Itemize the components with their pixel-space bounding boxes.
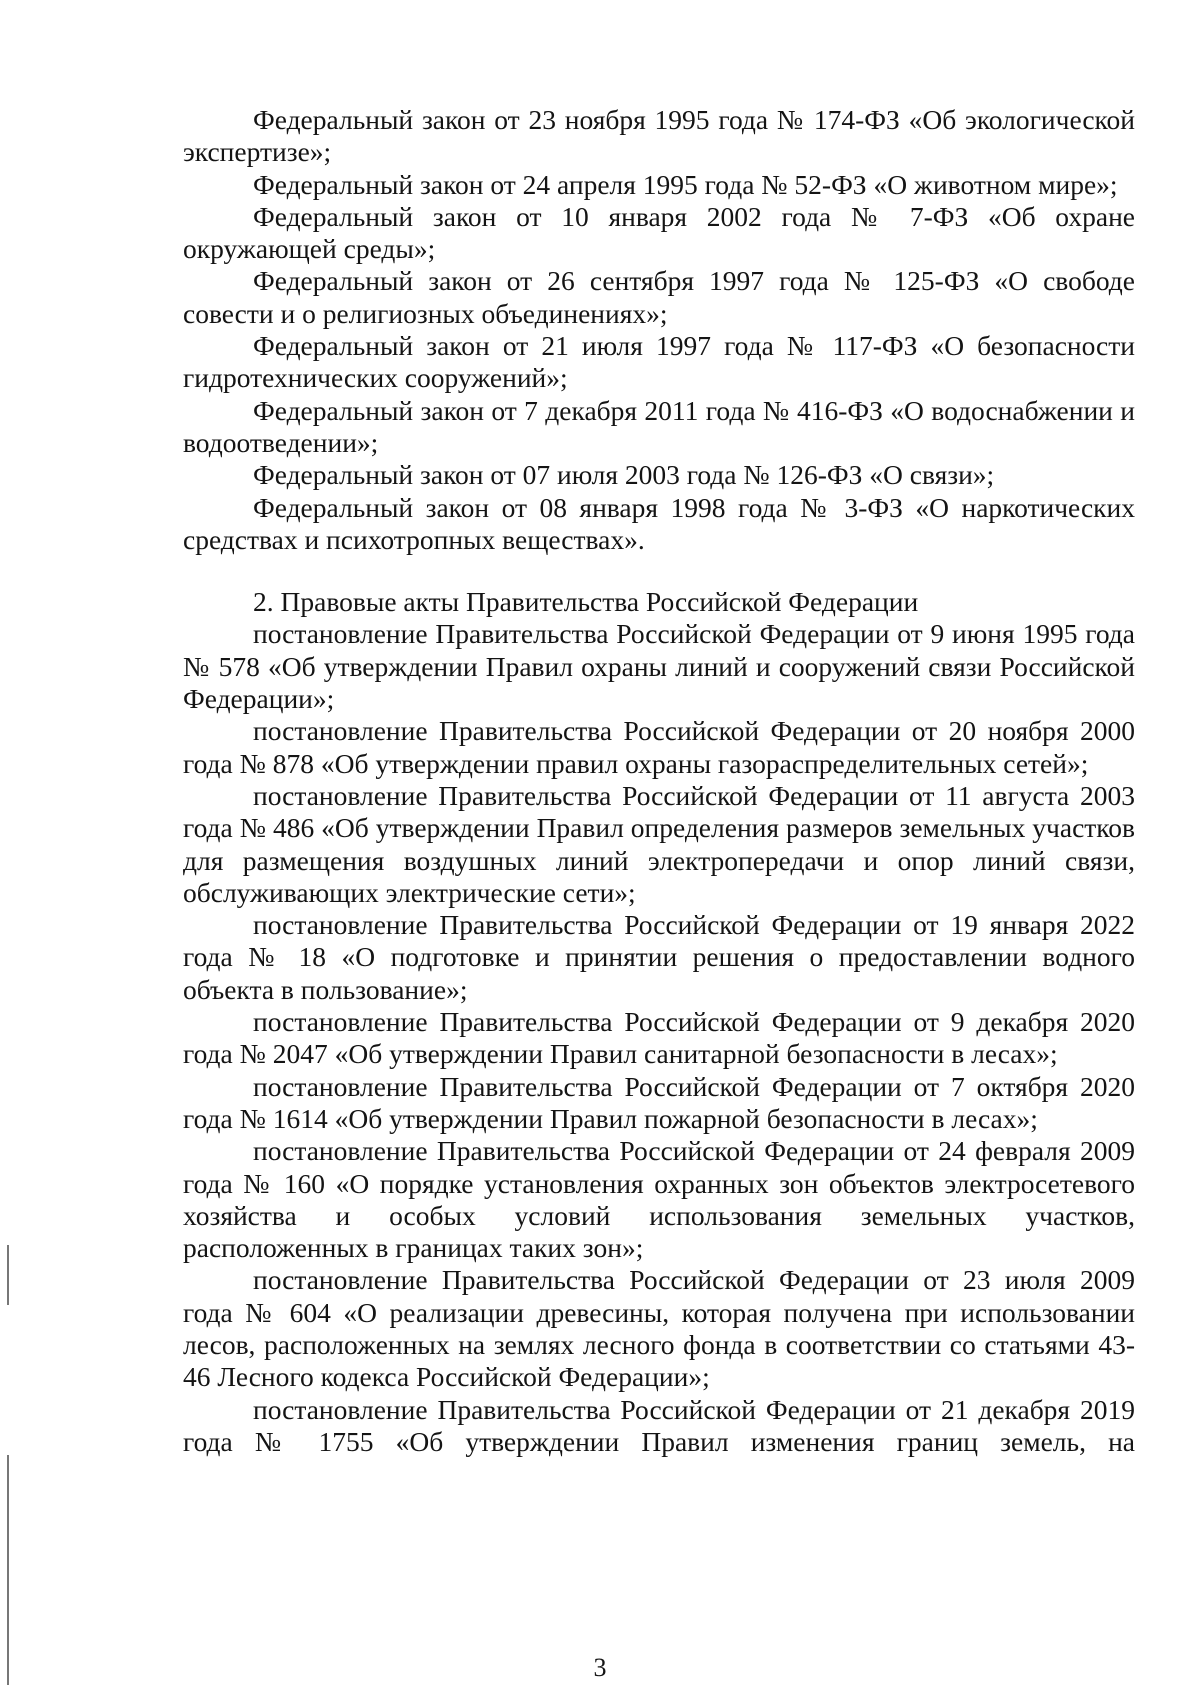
resolution-item: постановление Правительства Российской Федерации от 24 февраля 2009 года № 160 «О порядке установления охранных зон объектов электросетевого хозяйства и особых условий использования земельных участков, расположенных в границах таких зон»; [183,1135,1135,1264]
law-item: Федеральный закон от 07 июля 2003 года № 126-ФЗ «О связи»; [253,459,995,491]
law-item: Федеральный закон от 23 ноября 1995 года № 174-ФЗ «Об экологической экспертизе»; [183,104,1135,168]
law-item: Федеральный закон от 24 апреля 1995 года № 52-ФЗ «О животном мире»; [253,168,1118,200]
section-heading: 2. Правовые акты Правительства Российской Федерации [253,586,919,618]
law-item: Федеральный закон от 10 января 2002 года № 7-ФЗ «Об охране окружающей среды»; [183,200,1135,265]
document-body [183,104,1135,1458]
resolution-item: постановление Правительства Российской Федерации от 9 июня 1995 года № 578 «Об утверждении Правил охраны линий и сооружений связи Российской Федерации»; [183,618,1135,715]
resolution-item: постановление Правительства Российской Федерации от 7 октября 2020 года № 1614 «Об утверждении Правил пожарной безопасности в лесах»; [183,1070,1135,1134]
page-number: 3 [593,1653,607,1682]
resolution-item: постановление Правительства Российской Федерации от 23 июля 2009 года № 604 «О реализации древесины, которая получена при использовании лесов, расположенных на землях лесного фонда в соответствии со статьями 43-46 Лесного кодекса Российской Федерации»; [183,1264,1135,1393]
resolution-item: постановление Правительства Российской Федерации от 20 ноября 2000 года № 878 «Об утверждении правил охраны газораспределительных сетей»; [183,715,1135,779]
resolution-item: постановление Правительства Российской Федерации от 19 января 2022 года № 18 «О подготовке и принятии решения о предоставлении водного объекта в пользование»; [183,909,1135,1005]
resolution-item: постановление Правительства Российской Федерации от 9 декабря 2020 года № 2047 «Об утверждении Правил санитарной безопасности в лесах»; [183,1006,1135,1070]
scan-artifact-line [7,1455,9,1685]
law-item: Федеральный закон от 26 сентября 1997 года № 125-ФЗ «О свободе совести и о религиозных объединениях»; [183,265,1135,329]
law-item: Федеральный закон от 21 июля 1997 года № 117-ФЗ «О безопасности гидротехнических сооружений»; [183,330,1135,394]
law-item: Федеральный закон от 08 января 1998 года № 3-ФЗ «О наркотических средствах и психотропных веществах». [183,491,1135,555]
resolution-item: постановление Правительства Российской Федерации от 11 августа 2003 года № 486 «Об утверждении Правил определения размеров земельных участков для размещения воздушных линий электропередачи и опор линий связи, обслуживающих электрические сети»; [183,779,1135,908]
scan-artifact-line [7,1245,9,1305]
law-item: Федеральный закон от 7 декабря 2011 года № 416-ФЗ «О водоснабжении и водоотведении»; [183,394,1135,458]
resolution-item: постановление Правительства Российской Федерации от 21 декабря 2019 года № 1755 «Об утверждении Правил изменения границ земель, на [183,1393,1135,1457]
